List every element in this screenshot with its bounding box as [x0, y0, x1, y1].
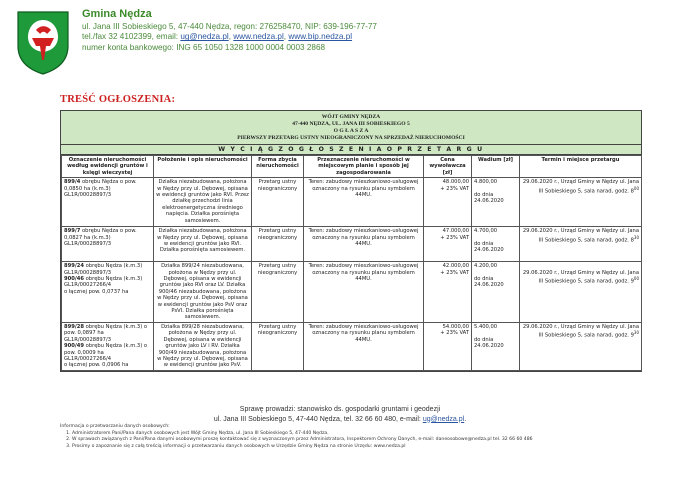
- form-cell: Przetarg ustny nieograniczony: [252, 262, 304, 323]
- announcement-document: [60, 110, 642, 372]
- col-term: Termin i miejsce przetargu: [520, 156, 642, 178]
- form-cell: Przetarg ustny nieograniczony: [252, 322, 304, 370]
- term-cell: 29.06.2020 r., Urząd Gminy w Nędzy ul. Jana III Sobieskiego 5, sala narad, godz. $8^{00}$: [520, 178, 642, 227]
- designation-cell: 899/24 obrębu Nędza (k.m.3) GL1R/00028897/3 900/46 obrębu Nędza (k.m.3) GL1R/00027266/4 o łącznej pow. 0,0737 ha: [62, 262, 154, 323]
- extract-band: W Y C I Ą G Z O G Ł O S Z E N I A O P R Z E T A R G U: [61, 145, 641, 155]
- price-cell: 48.000,00 + 23% VAT: [424, 178, 472, 227]
- designation-cell: 899/28 obrębu Nędza (k.m.3) o pow. 0,0897 ha GL1R/00028897/3 900/49 obrębu Nędza (k.m.3) o pow. 0,0009 ha GL1R/00027266/4 o łącznej pow. 0,0906 ha: [62, 322, 154, 370]
- table-row: [62, 227, 642, 262]
- privacy-list: [60, 431, 650, 451]
- heading-authority: WÓJT GMINY NĘDZA: [321, 114, 381, 120]
- auction-table: [61, 155, 642, 371]
- privacy-info: [60, 424, 650, 450]
- footer-email-link[interactable]: ug@nedza.pl: [422, 415, 465, 423]
- bip-link[interactable]: www.bip.nedza.pl: [288, 32, 353, 42]
- deposit-cell: 4.200,00 do dnia 24.06.2020: [472, 262, 520, 323]
- footer-address: ul. Jana III Sobieskiego 5, 47-440 Nędza, tel. 32 66 60 480, e-mail: ug@nedza.pl.: [213, 415, 467, 423]
- description-cell: Działka 899/24 niezabudowana, położona w Nędzy przy ul. Dębowej, opisana w ewidencji gruntów jako RVI oraz LV. Działka 900/46 niezabudowana, położona w Nędzy przy ul. Dębowej, opisana w ewidencji gruntów jako PsV oraz PsVI. Działka porośnięta samosiewem.: [154, 262, 252, 323]
- heading-address: 47-440 NĘDZA, UL. JANA III SOBIESKIEGO 5: [292, 121, 410, 127]
- org-address: ul. Jana III Sobieskiego 5, 47-440 Nędza, regon: 276258470, NIP: 639-196-77-77: [82, 22, 377, 31]
- deposit-cell: 4.800,00 do dnia 24.06.2020: [472, 178, 520, 227]
- form-cell: Przetarg ustny nieograniczony: [252, 227, 304, 262]
- table-row: [62, 322, 642, 370]
- designation-cell: 899/7 obrębu Nędza o pow. 0,0827 ha (k.m.3) GL1R/00028897/3: [62, 227, 154, 262]
- email-link[interactable]: ug@nedza.pl: [180, 32, 229, 42]
- org-contact: tel./fax 32 4102399, email: ug@nedza.pl, www.nedza.pl, www.bip.nedza.pl: [82, 32, 353, 42]
- list-item: 3. Prosimy o zapoznanie się z całą treścią informacji o przetwarzaniu danych osobowych w Urzędzie Gminy Nędza na stronie Urzędu: www.nedza.pl: [72, 444, 650, 451]
- organization-header: [82, 8, 377, 53]
- website-link[interactable]: www.nedza.pl: [233, 32, 284, 42]
- description-cell: Działka niezabudowana, położona w Nędzy przy ul. Dębowej, opisana w ewidencji gruntów jako RVI. Działka porośnięta samosiewem.: [154, 227, 252, 262]
- list-item: 1. Administratorem Pani/Pana danych osobowych jest Wójt Gminy Nędza, ul. Jana III Sobieskiego 5, 47-440 Nędza.: [72, 431, 650, 438]
- heading-subject: PIERWSZY PRZETARG USTNY NIEOGRANICZONY NA SPRZEDAŻ NIERUCHOMOŚCI: [237, 135, 465, 141]
- deposit-cell: 4.700,00 do dnia 24.06.2020: [472, 227, 520, 262]
- col-designation: Oznaczenie nieruchomości według ewidencji gruntów i księgi wieczystej: [62, 156, 154, 178]
- description-cell: Działka 899/28 niezabudowana, położona w Nędzy przy ul. Dębowej, opisana w ewidencji gruntów jako LV i RV. Działka 900/49 niezabudowana, położona w Nędzy przy ul. Dębowej, opisana w ewidencji gruntów jako PsV.: [154, 322, 252, 370]
- designation-cell: 899/4 obrębu Nędza o pow. 0,0850 ha (k.m.3) GL1R/00028897/3: [62, 178, 154, 227]
- page-title: TREŚĆ OGŁOSZENIA:: [60, 94, 176, 105]
- price-cell: 54.000,00 + 23% VAT: [424, 322, 472, 370]
- purpose-cell: Teren: zabudowy mieszkaniowo-usługowej oznaczony na rysunku planu symbolem 44MU.: [304, 227, 424, 262]
- col-price: Cena wywoławcza [zł]: [424, 156, 472, 178]
- col-form: Forma zbycia nieruchomości: [252, 156, 304, 178]
- list-item: 2. W sprawach związanych z Pani/Pana danymi osobowymi proszę kontaktować się z wyznaczonym przez Administratora, Inspektorem Ochrony Danych, e-mail: daneosobowe@nedza.pl tel. 32 66 60 486: [72, 437, 650, 444]
- col-deposit: Wadium [zł]: [472, 156, 520, 178]
- term-cell: 29.06.2020 r., Urząd Gminy w Nędzy ul. Jana III Sobieskiego 5, sala narad, godz. $8^{30}$: [520, 227, 642, 262]
- table-row: [62, 262, 642, 323]
- bank-account: numer konta bankowego: ING 65 1050 1328 1000 0004 0003 2868: [82, 42, 326, 52]
- description-cell: Działka niezabudowana, położona w Nędzy przy ul. Dębowej, opisana w ewidencji gruntów jako RVI. Przez działkę przechodzi linia elektroenergetyczna średniego napięcia. Działka porośnięta samosiewem.: [154, 178, 252, 227]
- footer-handler: Sprawę prowadzi: stanowisko ds. gospodarki gruntami i geodezji: [239, 406, 441, 413]
- table-header-row: [62, 156, 642, 178]
- deposit-cell: 5.400,00 do dnia 24.06.2020: [472, 322, 520, 370]
- table-row: [62, 178, 642, 227]
- announcement-heading: [61, 111, 641, 145]
- col-description: Położenie i opis nieruchomości: [154, 156, 252, 178]
- price-cell: 42.000,00 + 23% VAT: [424, 262, 472, 323]
- org-name: Gmina Nędza: [82, 8, 152, 20]
- price-cell: 47.000,00 + 23% VAT: [424, 227, 472, 262]
- footer-contact: [0, 405, 680, 424]
- coat-of-arms-logo: [14, 10, 72, 76]
- purpose-cell: Teren: zabudowy mieszkaniowo-usługowej oznaczony na rysunku planu symbolem 44MU.: [304, 262, 424, 323]
- heading-announces: O G Ł A S Z A: [333, 128, 369, 134]
- term-cell: 29.06.2020 r., Urząd Gminy w Nędzy ul. Jana III Sobieskiego 5, sala narad, godz. $9^{30}$: [520, 322, 642, 370]
- privacy-title: Informacja o przetwarzaniu danych osobowych:: [60, 424, 170, 429]
- col-purpose: Przeznaczenie nieruchomości w miejscowym planie i sposób jej zagospodarowania: [304, 156, 424, 178]
- purpose-cell: Teren: zabudowy mieszkaniowo-usługowej oznaczony na rysunku planu symbolem 44MU.: [304, 178, 424, 227]
- contact-prefix: tel./fax 32 4102399, email:: [82, 32, 181, 42]
- purpose-cell: Teren: zabudowy mieszkaniowo-usługowej oznaczony na rysunku planu symbolem 44MU.: [304, 322, 424, 370]
- term-cell: 29.06.2020 r., Urząd Gminy w Nędzy ul. Jana III Sobieskiego 5, sala narad, godz. $9^{00}$: [520, 262, 642, 323]
- form-cell: Przetarg ustny nieograniczony: [252, 178, 304, 227]
